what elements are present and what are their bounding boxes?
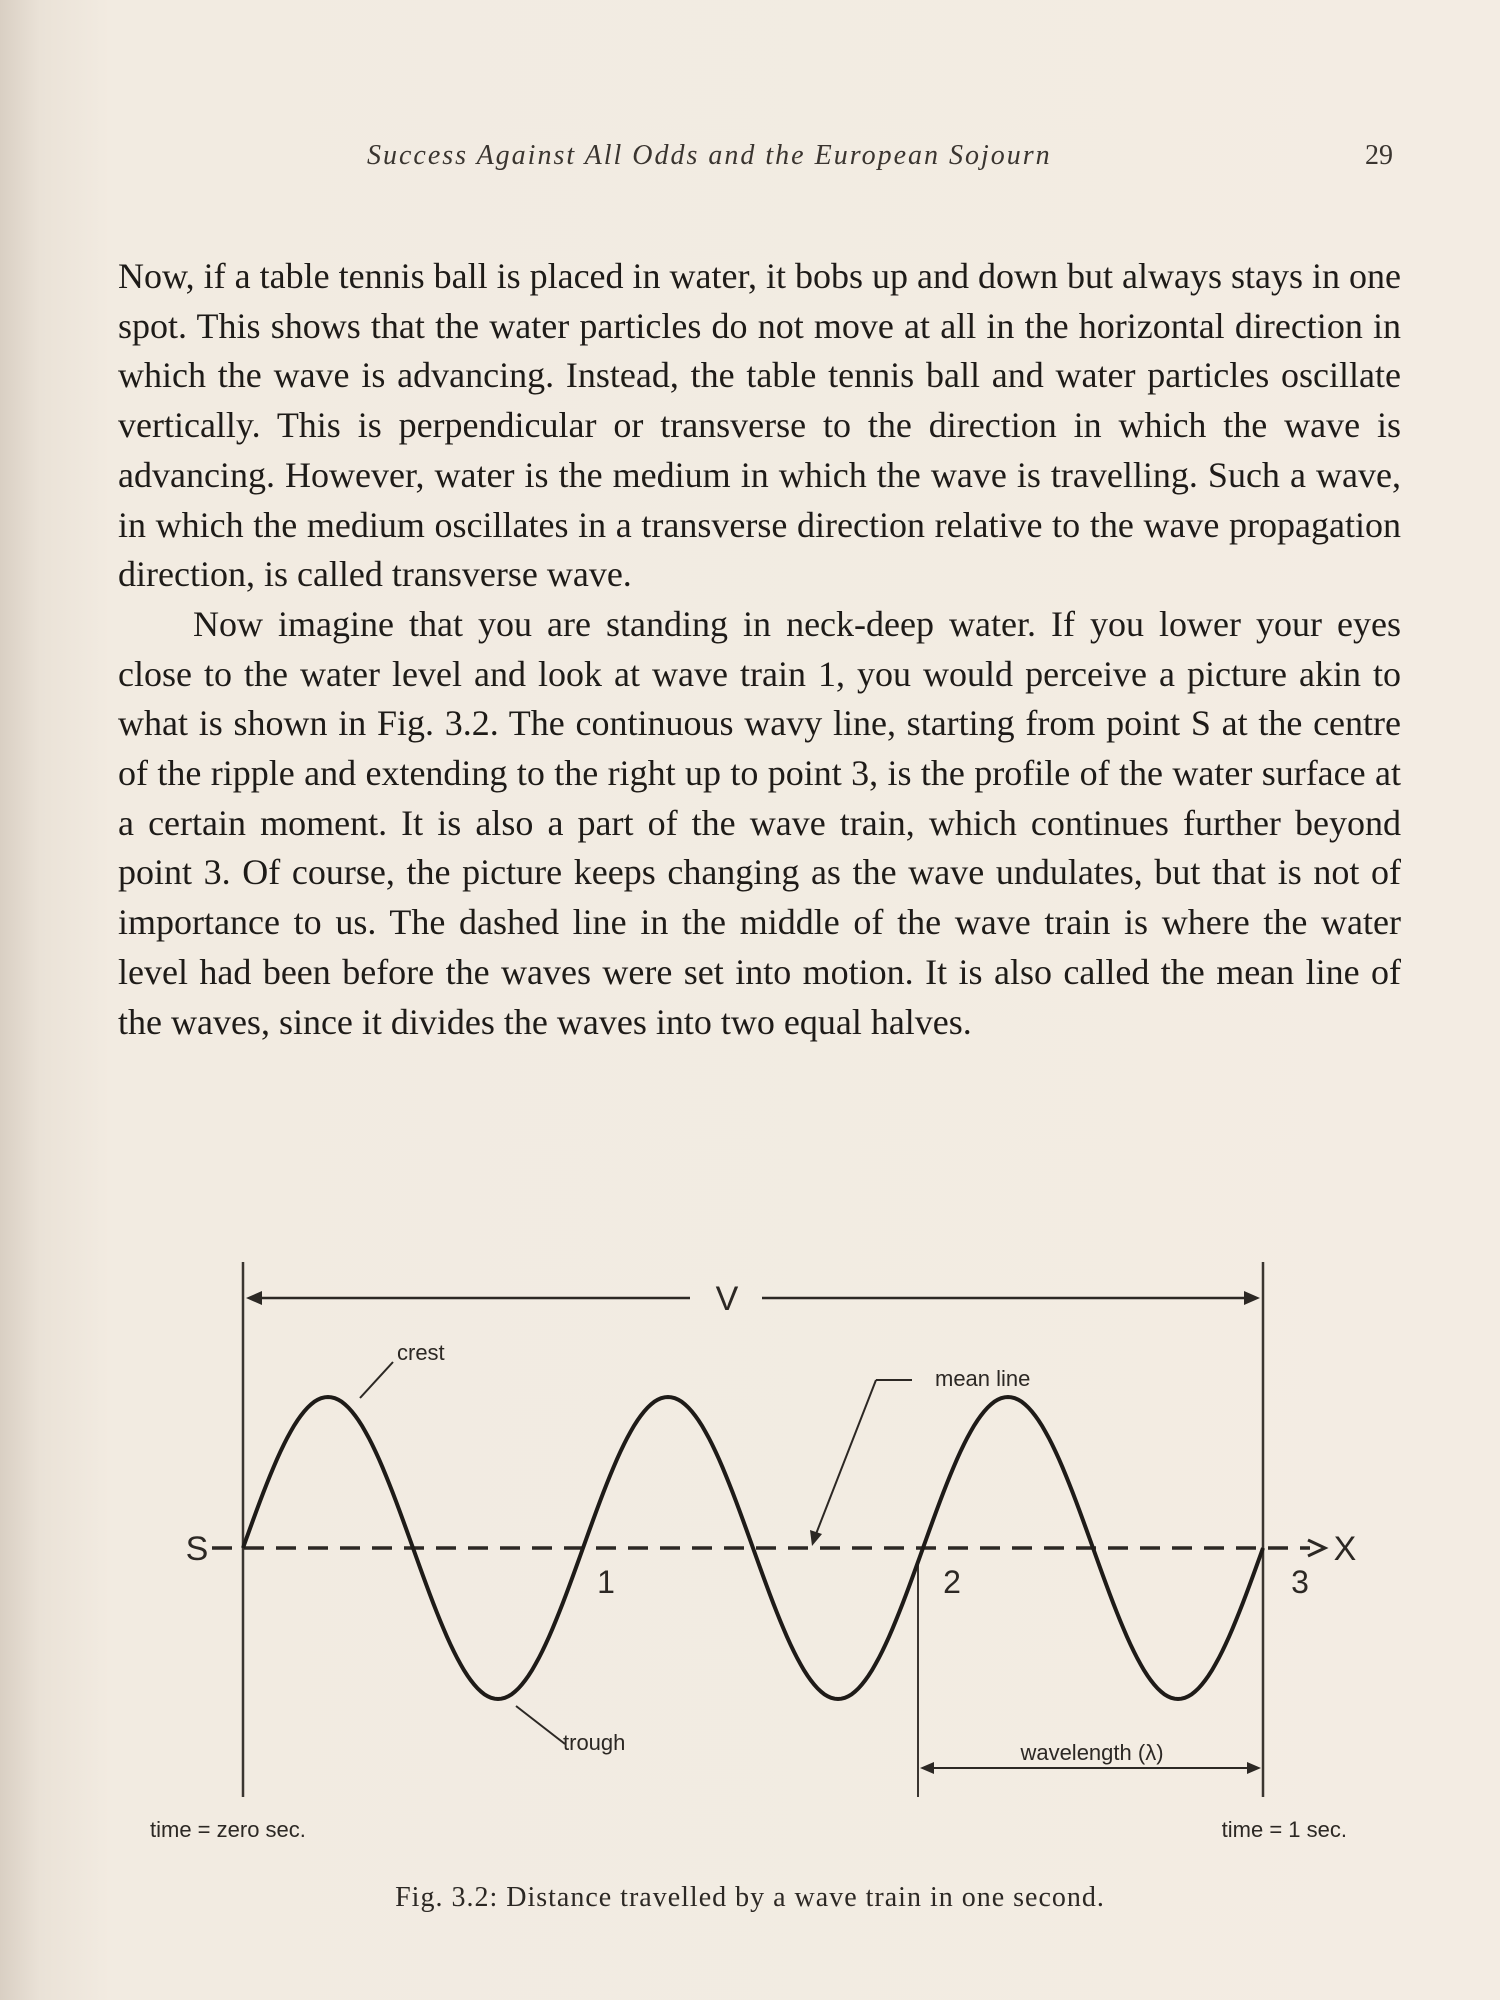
velocity-label: V: [715, 1280, 739, 1318]
paragraph-transverse-wave: Now, if a table tennis ball is placed in water, it bobs up and down but always stays in one spot. This shows that the water particles do not move at all in the horizontal direction in which the wave is advancing. Instead, the table tennis ball and water particles oscillate vertically. This is perpendicular or transverse to the direction in which the wave is advancing. However, water is the medium in which the wave is travelling. Such a wave, in which the medium oscillates in a transverse direction relative to the wave propagation direction, is called transverse wave.: [118, 256, 1401, 595]
source-point-label: S: [185, 1530, 209, 1568]
velocity-arrowhead-right: [1244, 1291, 1260, 1305]
x-axis-arrowhead: [1308, 1540, 1325, 1556]
wavelength-label: wavelength (λ): [1020, 1740, 1164, 1765]
point-label-2: 2: [943, 1564, 961, 1600]
mean-line-leader-arrowhead: [810, 1530, 822, 1546]
mean-line-label: mean line: [935, 1366, 1031, 1391]
page-number: 29: [1365, 140, 1393, 171]
mean-line-leader: [816, 1380, 876, 1534]
figure-caption: Fig. 3.2: Distance travelled by a wave train in one second.: [395, 1882, 1105, 1913]
velocity-arrowhead-left: [246, 1291, 262, 1305]
trough-label: trough: [563, 1730, 626, 1755]
trough-leader-line: [516, 1706, 565, 1744]
paragraph-wave-train: Now imagine that you are standing in neck-deep water. If you lower your eyes close to the water level and look at wave train 1, you would perceive a picture akin to what is shown in Fig. 3.2. The continuous wavy line, starting from point S at the centre of the ripple and extending to the right up to point 3, is the profile of the water surface at a certain moment. It is also a part of the wave train, which continues further beyond point 3. Of course, the picture keeps changing as the wave undulates, but that is not of importance to us. The dashed line in the middle of the wave train is where the water level had been before the waves were set into motion. It is also called the mean line of the waves, since it divides the waves into two equal halves.: [118, 603, 1401, 1042]
x-axis-label: X: [1333, 1530, 1357, 1568]
crest-leader-line: [360, 1362, 393, 1398]
time-end-label: time = 1 sec.: [1221, 1817, 1347, 1842]
time-start-label: time = zero sec.: [150, 1817, 306, 1842]
point-label-1: 1: [597, 1564, 615, 1600]
running-head: Success Against All Odds and the European Sojourn: [367, 140, 1052, 171]
point-label-3: 3: [1291, 1564, 1309, 1600]
wavelength-arrowhead-right: [1247, 1762, 1261, 1774]
crest-label: crest: [397, 1340, 445, 1365]
wavelength-arrowhead-left: [920, 1762, 934, 1774]
